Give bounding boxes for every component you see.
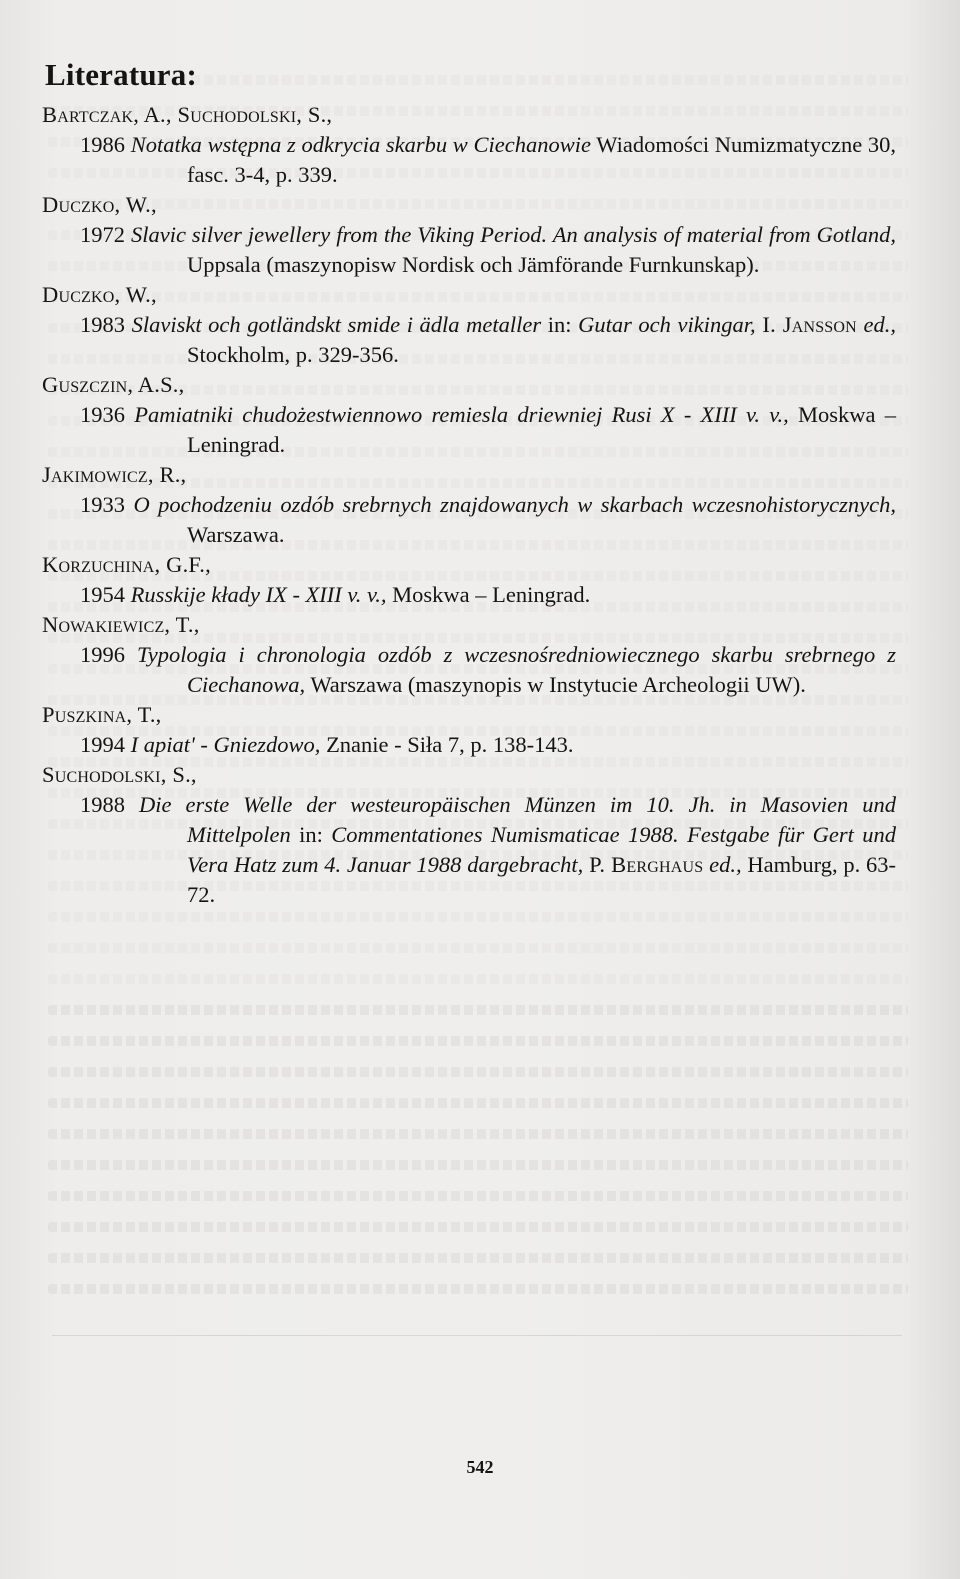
reference-title: I apiat' - Gniezdowo, — [130, 732, 321, 757]
reference-entry — [42, 220, 896, 280]
reference-year: 1996 — [80, 642, 125, 667]
reference-details: Moskwa – Leningrad. — [187, 402, 896, 457]
reference-year: 1954 — [80, 582, 125, 607]
reference-author: Puszkina, T., — [42, 702, 162, 727]
show-through-line — [48, 912, 908, 922]
reference-details: Znanie - Siła 7, p. 138-143. — [320, 732, 574, 757]
reference-title: Pamiatniki chudożestwiennowo remiesla driewniej Rusi X - XIII v. v., — [134, 402, 789, 427]
show-through-line — [48, 1284, 908, 1294]
show-through-line — [48, 1253, 908, 1263]
show-through-line — [48, 1129, 908, 1139]
reference-entry — [42, 640, 896, 700]
reference-entry — [42, 490, 896, 550]
show-through-line — [48, 1005, 908, 1015]
show-through-line — [48, 1222, 908, 1232]
reference-author: Duczko, W., — [42, 282, 157, 307]
reference-title: Notatka wstępna z odkrycia skarbu w Ciechanowie — [130, 132, 591, 157]
reference-item — [42, 190, 896, 280]
reference-details: Uppsala (maszynopisw Nordisk och Jämförande Furnkunskap). — [187, 252, 760, 277]
reference-author: Jakimowicz, R., — [42, 462, 187, 487]
reference-item — [42, 280, 896, 370]
section-heading: Literatura: — [45, 57, 197, 92]
show-through-line — [48, 1067, 908, 1077]
reference-year: 1988 — [80, 792, 125, 817]
reference-details: Hamburg, p. 63-72. — [187, 852, 896, 907]
show-through-line — [48, 974, 908, 984]
reference-container-title: Gutar och vikingar, — [578, 312, 756, 337]
reference-item — [42, 610, 896, 700]
reference-title: O pochodzeniu ozdób srebrnych znajdowanych w skarbach wczesnohistorycznych, — [133, 492, 897, 517]
show-through-line — [48, 943, 908, 953]
reference-author: Nowakiewicz, T., — [42, 612, 200, 637]
footnote-rule — [52, 1335, 902, 1336]
reference-item — [42, 370, 896, 460]
show-through-line — [48, 1098, 908, 1108]
reference-author: Korzuchina, G.F., — [42, 552, 211, 577]
reference-author: Suchodolski, S., — [42, 762, 197, 787]
reference-title: Slavic silver jewellery from the Viking Period. An analysis of material from Gotland, — [130, 222, 896, 247]
reference-entry — [42, 130, 896, 190]
reference-year: 1994 — [80, 732, 125, 757]
reference-title: Russkije kłady IX - XIII v. v., — [130, 582, 387, 607]
reference-entry — [42, 400, 896, 460]
reference-author: Bartczak, A., Suchodolski, S., — [42, 102, 333, 127]
reference-details: Warszawa. — [187, 522, 285, 547]
reference-item — [42, 700, 896, 760]
bibliography-list — [42, 100, 896, 910]
reference-entry — [42, 730, 896, 760]
show-through-line — [48, 1036, 908, 1046]
page-number: 542 — [466, 1457, 494, 1477]
reference-title: Die erste Welle der westeuropäischen Münzen im 10. Jh. in Masovien und Mittelpolen — [138, 792, 896, 847]
reference-year: 1972 — [80, 222, 125, 247]
reference-entry — [42, 310, 896, 370]
reference-year: 1986 — [80, 132, 125, 157]
reference-connector: in: — [290, 822, 332, 847]
reference-author: Duczko, W., — [42, 192, 157, 217]
reference-details: Wiadomości Numizmatyczne 30, fasc. 3-4, p. 339. — [187, 132, 896, 187]
reference-year: 1936 — [80, 402, 125, 427]
reference-item — [42, 550, 896, 610]
reference-details: Moskwa – Leningrad. — [386, 582, 591, 607]
reference-entry — [42, 580, 896, 610]
reference-item — [42, 460, 896, 550]
reference-container-title: Commentationes Numismaticae 1988. Festgabe für Gert und Vera Hatz zum 4. Januar 1988 dargebracht, — [187, 822, 896, 877]
reference-editor-abbrev: ed., — [703, 852, 742, 877]
reference-entry — [42, 790, 896, 910]
reference-item — [42, 100, 896, 190]
reference-author: Guszczin, A.S., — [42, 372, 185, 397]
reference-year: 1933 — [80, 492, 125, 517]
reference-details: Warszawa (maszynopis w Instytucie Archeologii UW). — [305, 672, 806, 697]
reference-title: Typologia i chronologia ozdób z wczesnośredniowiecznego skarbu srebrnego z Ciechanowa, — [136, 642, 896, 697]
show-through-line — [48, 1160, 908, 1170]
reference-title: Slaviskt och gotländskt smide i ädla metaller — [131, 312, 542, 337]
reference-year: 1983 — [80, 312, 125, 337]
reference-item — [42, 760, 896, 910]
reference-editor-abbrev: ed., — [856, 312, 896, 337]
show-through-line — [48, 1191, 908, 1201]
reference-connector: in: — [541, 312, 579, 337]
reference-editor: P. Berghaus — [583, 852, 704, 877]
reference-editor: I. Jansson — [755, 312, 857, 337]
reference-details: Stockholm, p. 329-356. — [187, 342, 399, 367]
